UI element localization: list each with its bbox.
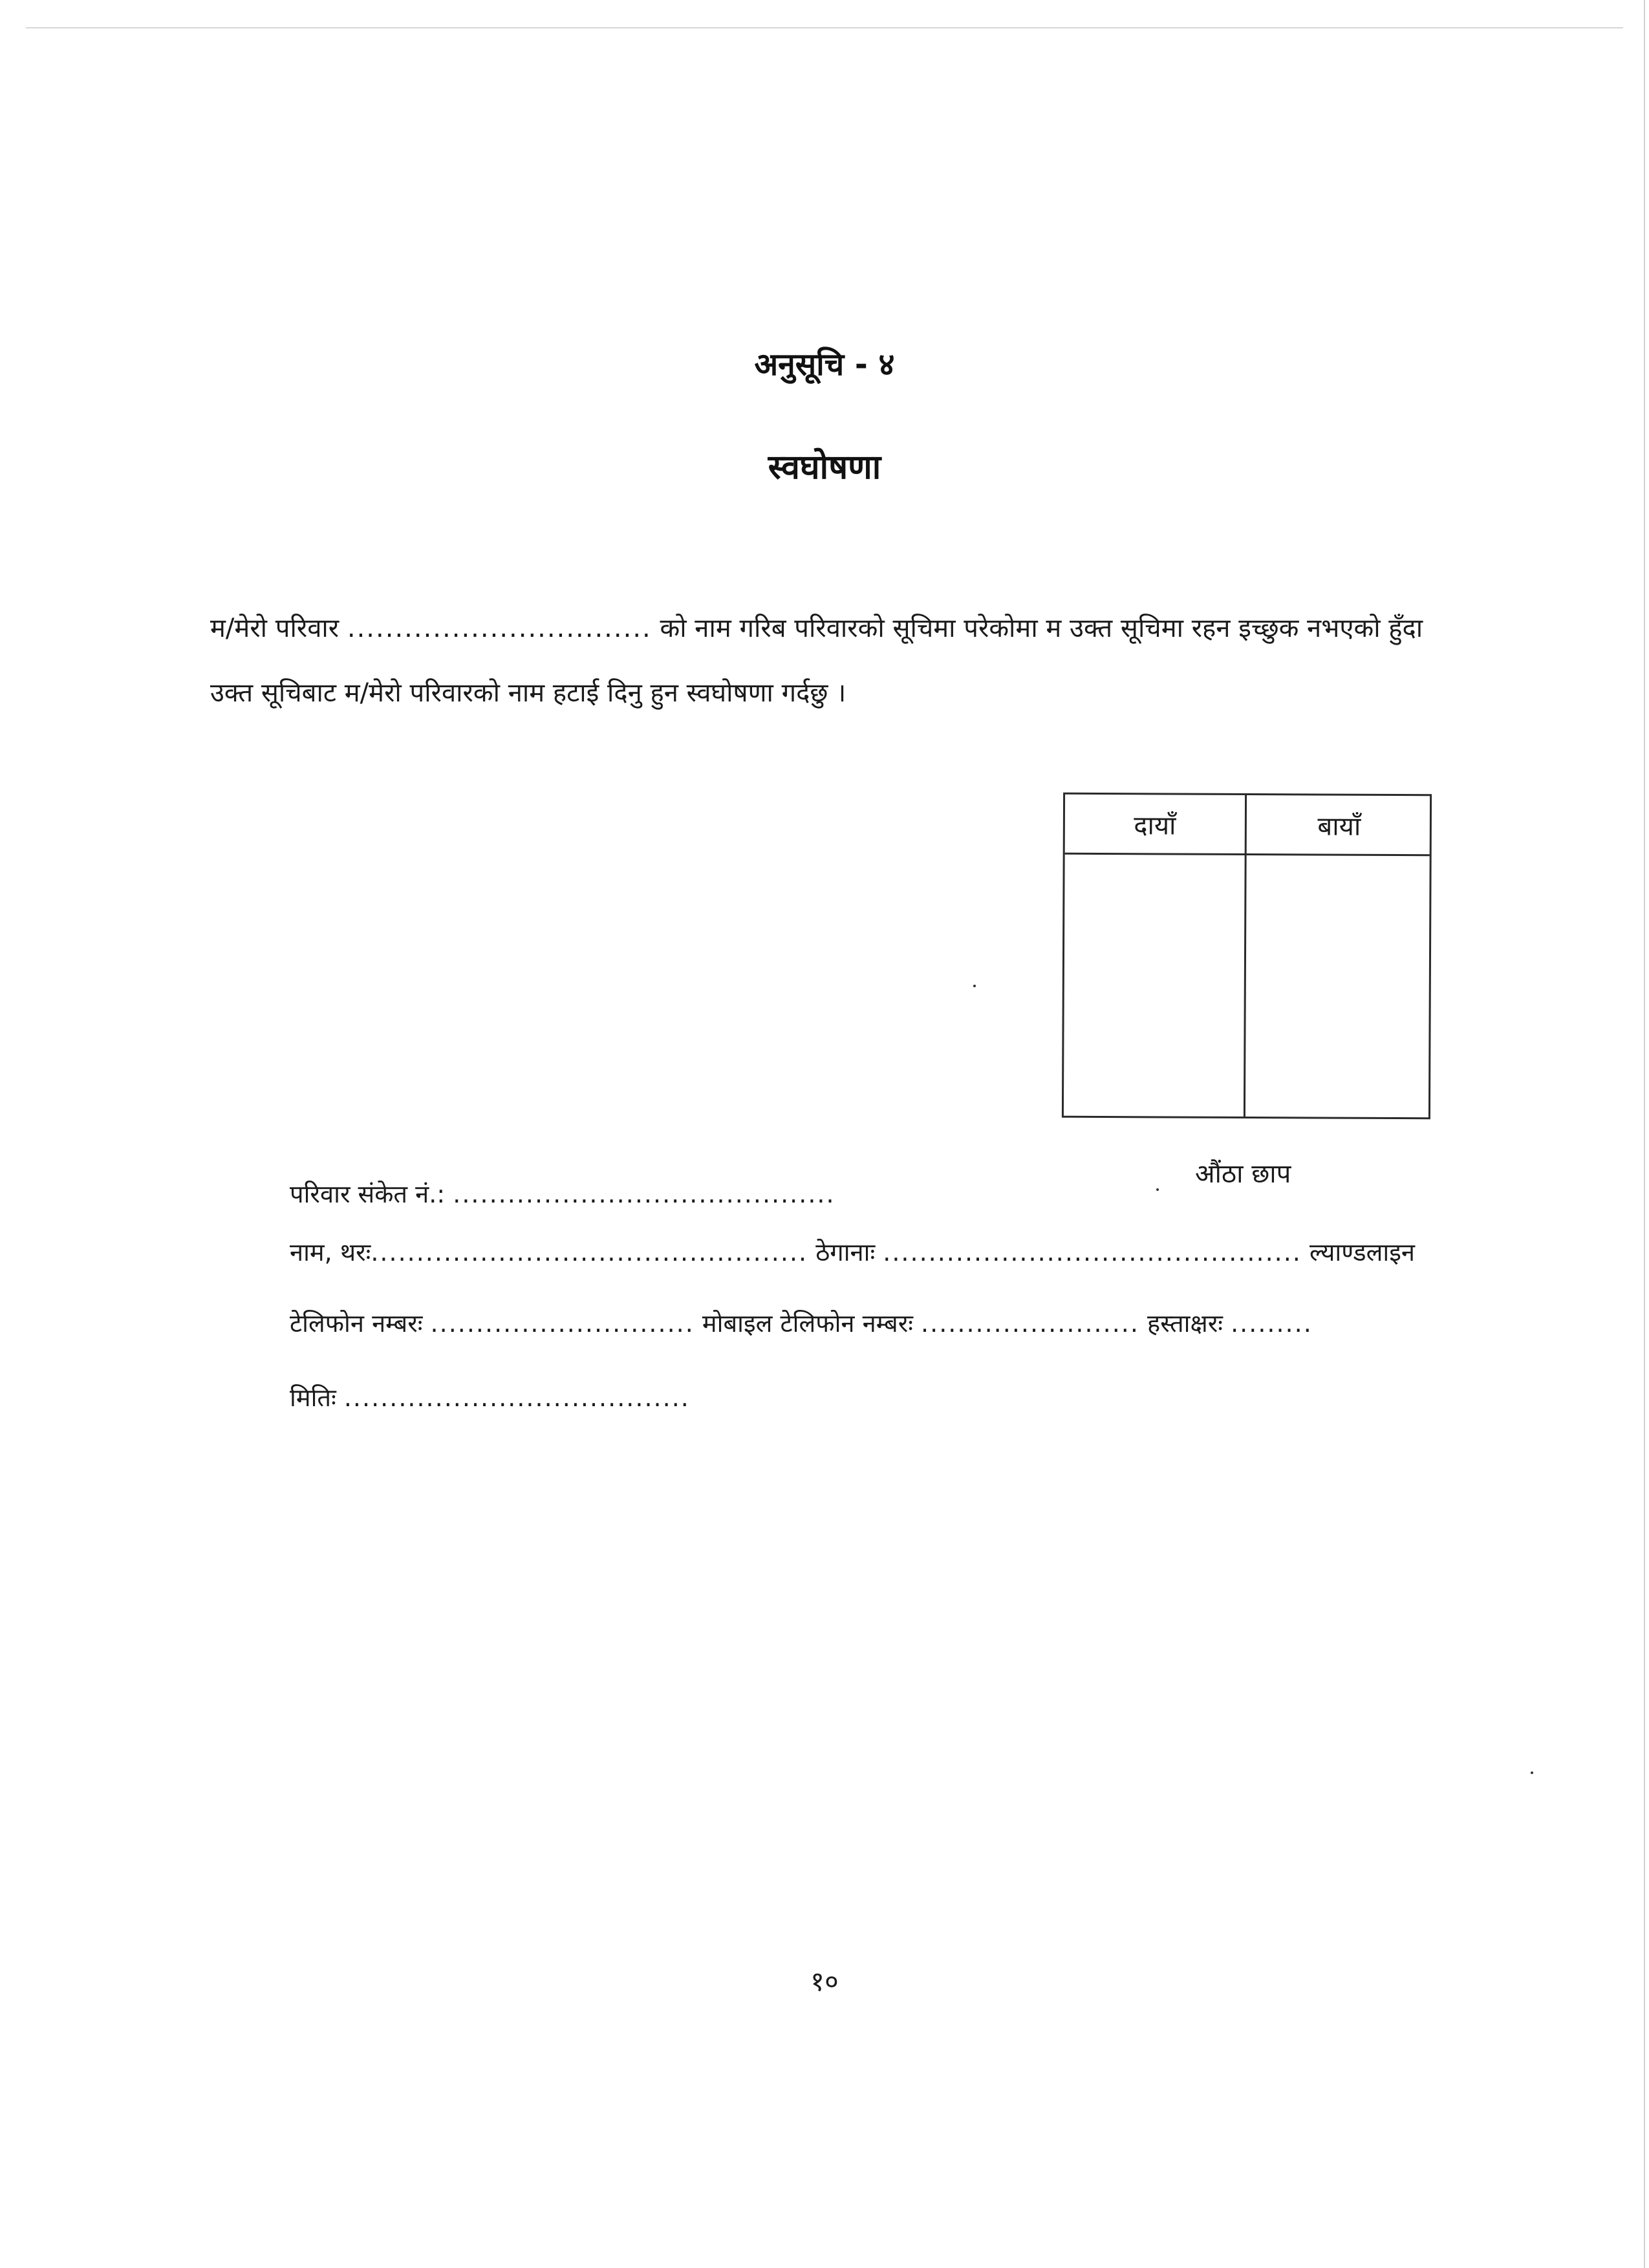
telephone-blank: .............................: [430, 1309, 695, 1338]
scan-edge-right: [1644, 0, 1645, 2268]
address-blank: ..............................................: [883, 1238, 1302, 1267]
family-code-blank: ..........................................: [453, 1180, 835, 1208]
landline-label: ल्याण्डलाइन: [1309, 1238, 1415, 1267]
telephone-row: [290, 1306, 1313, 1340]
signature-label: हस्ताक्षरः: [1147, 1309, 1223, 1338]
thumbprint-caption: औंठा छाप: [1195, 1159, 1291, 1189]
paragraph-part-2: को नाम गरिब परिवारको सूचिमा परेकोमा म उक्त सूचिमा रहन इच्छुक नभएको हुँदा उक्त सूचिबाट म/मेरो परिवारको नाम हटाई दिनु हुन स्वघोषणा गर्दछु ।: [210, 614, 1423, 708]
stray-mark: [1156, 1188, 1159, 1191]
schedule-label: अनुसूचि - ४: [754, 347, 895, 383]
date-label: मितिः: [290, 1384, 336, 1412]
page-number: १०: [810, 1965, 839, 1997]
date-row: [290, 1380, 690, 1414]
stray-mark: [973, 985, 976, 987]
family-name-blank: ................................: [347, 614, 652, 643]
address-label: ठेगानाः: [815, 1238, 876, 1267]
telephone-label: टेलिफोन नम्बरः: [290, 1309, 423, 1338]
name-label: नाम, थरः: [290, 1238, 371, 1267]
signature-blank: .........: [1231, 1309, 1313, 1338]
name-address-row: [290, 1235, 1415, 1268]
paragraph-part-1: म/मेरो परिवार: [210, 614, 339, 643]
document-title: स्वघोषणा: [768, 448, 881, 487]
scan-edge-top: [26, 27, 1623, 28]
right-thumb-label: दायाँ: [1134, 811, 1176, 841]
family-code-row: [290, 1177, 835, 1210]
thumbprint-box: [1062, 793, 1432, 1119]
stray-mark: [1531, 1771, 1533, 1774]
mobile-blank: ........................: [921, 1309, 1139, 1338]
date-blank: ......................................: [343, 1384, 690, 1412]
mobile-label: मोबाइल टेलिफोन नम्बरः: [702, 1309, 913, 1338]
left-thumb-label: बायाँ: [1317, 811, 1361, 842]
declaration-paragraph: [210, 596, 1442, 725]
name-blank: ................................................: [371, 1238, 808, 1267]
family-code-label: परिवार संकेत नं.:: [290, 1180, 446, 1208]
